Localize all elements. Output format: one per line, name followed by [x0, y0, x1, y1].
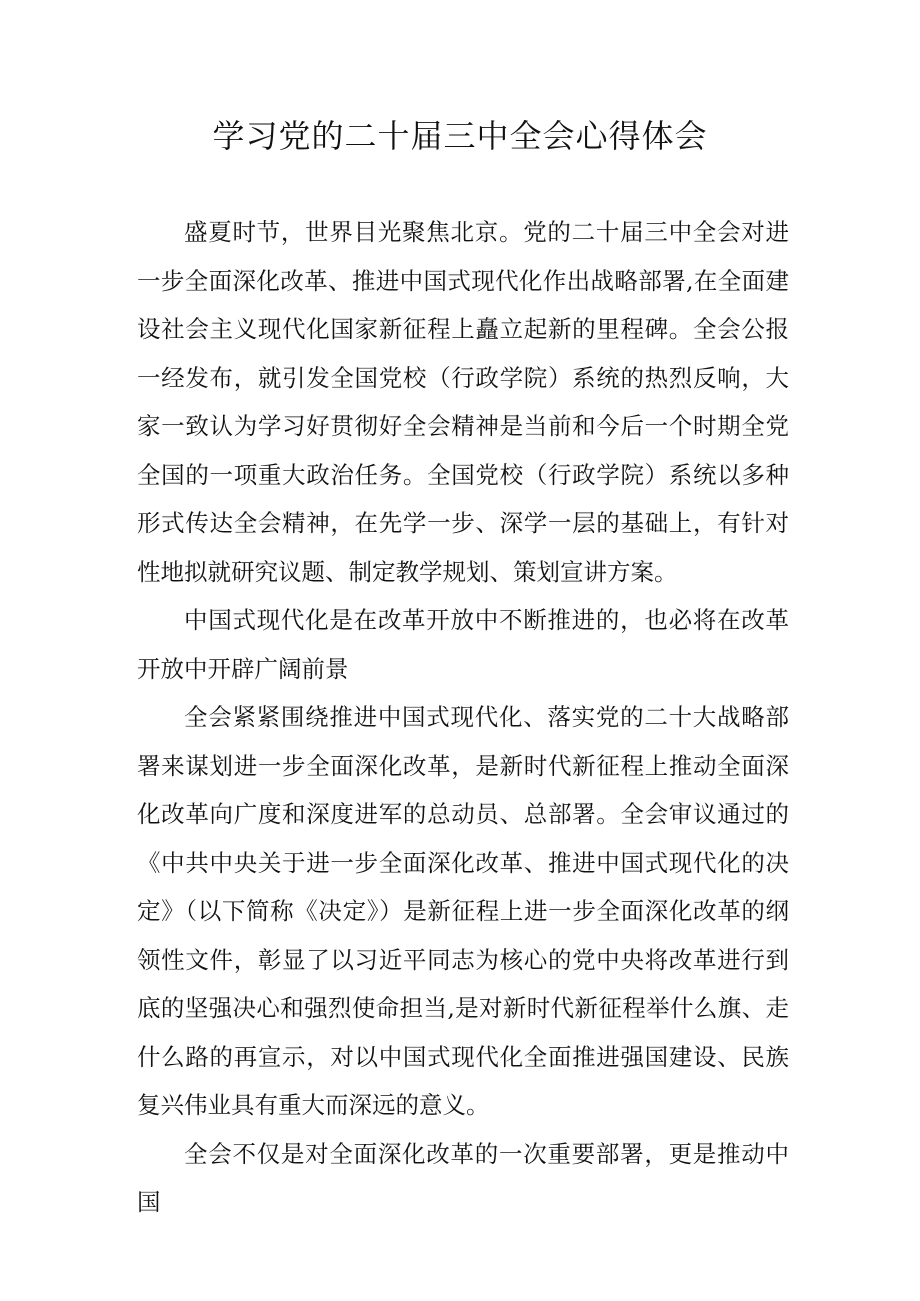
paragraph-3: 全会紧紧围绕推进中国式现代化、落实党的二十大战略部署来谋划进一步全面深化改革，是新时代新征程上推动全面深化改革向广度和深度进军的总动员、总部署。全会审议通过的《中共中央关于进一步全面深化改革、推进中国式现代化的决定》（以下简称《决定》）是新征程上进一步全面深化改革的纲领性文件，彰显了以习近平同志为核心的党中央将改革进行到底的坚强决心和强烈使命担当,是对新时代新征程举什么旗、走什么路的再宣示，对以中国式现代化全面推进强国建设、民族复兴伟业具有重大而深远的意义。 — [137, 703, 789, 1119]
document-body — [137, 208, 789, 1227]
paragraph-1: 盛夏时节，世界目光聚焦北京。党的二十届三中全会对进一步全面深化改革、推进中国式现代化作出战略部署,在全面建设社会主义现代化国家新征程上矗立起新的里程碑。全会公报一经发布，就引发全国党校（行政学院）系统的热烈反响，大家一致认为学习好贯彻好全会精神是当前和今后一个时期全党全国的一项重大政治任务。全国党校（行政学院）系统以多种形式传达全会精神，在先学一步、深学一层的基础上，有针对性地拟就研究议题、制定教学规划、策划宣讲方案。 — [137, 218, 789, 586]
paragraph-4: 全会不仅是对全面深化改革的一次重要部署，更是推动中国 — [137, 1139, 789, 1216]
document-title: 学习党的二十届三中全会心得体会 — [212, 117, 708, 155]
paragraph-2: 中国式现代化是在改革开放中不断推进的，也必将在改革开放中开辟广阔前景 — [137, 606, 789, 683]
